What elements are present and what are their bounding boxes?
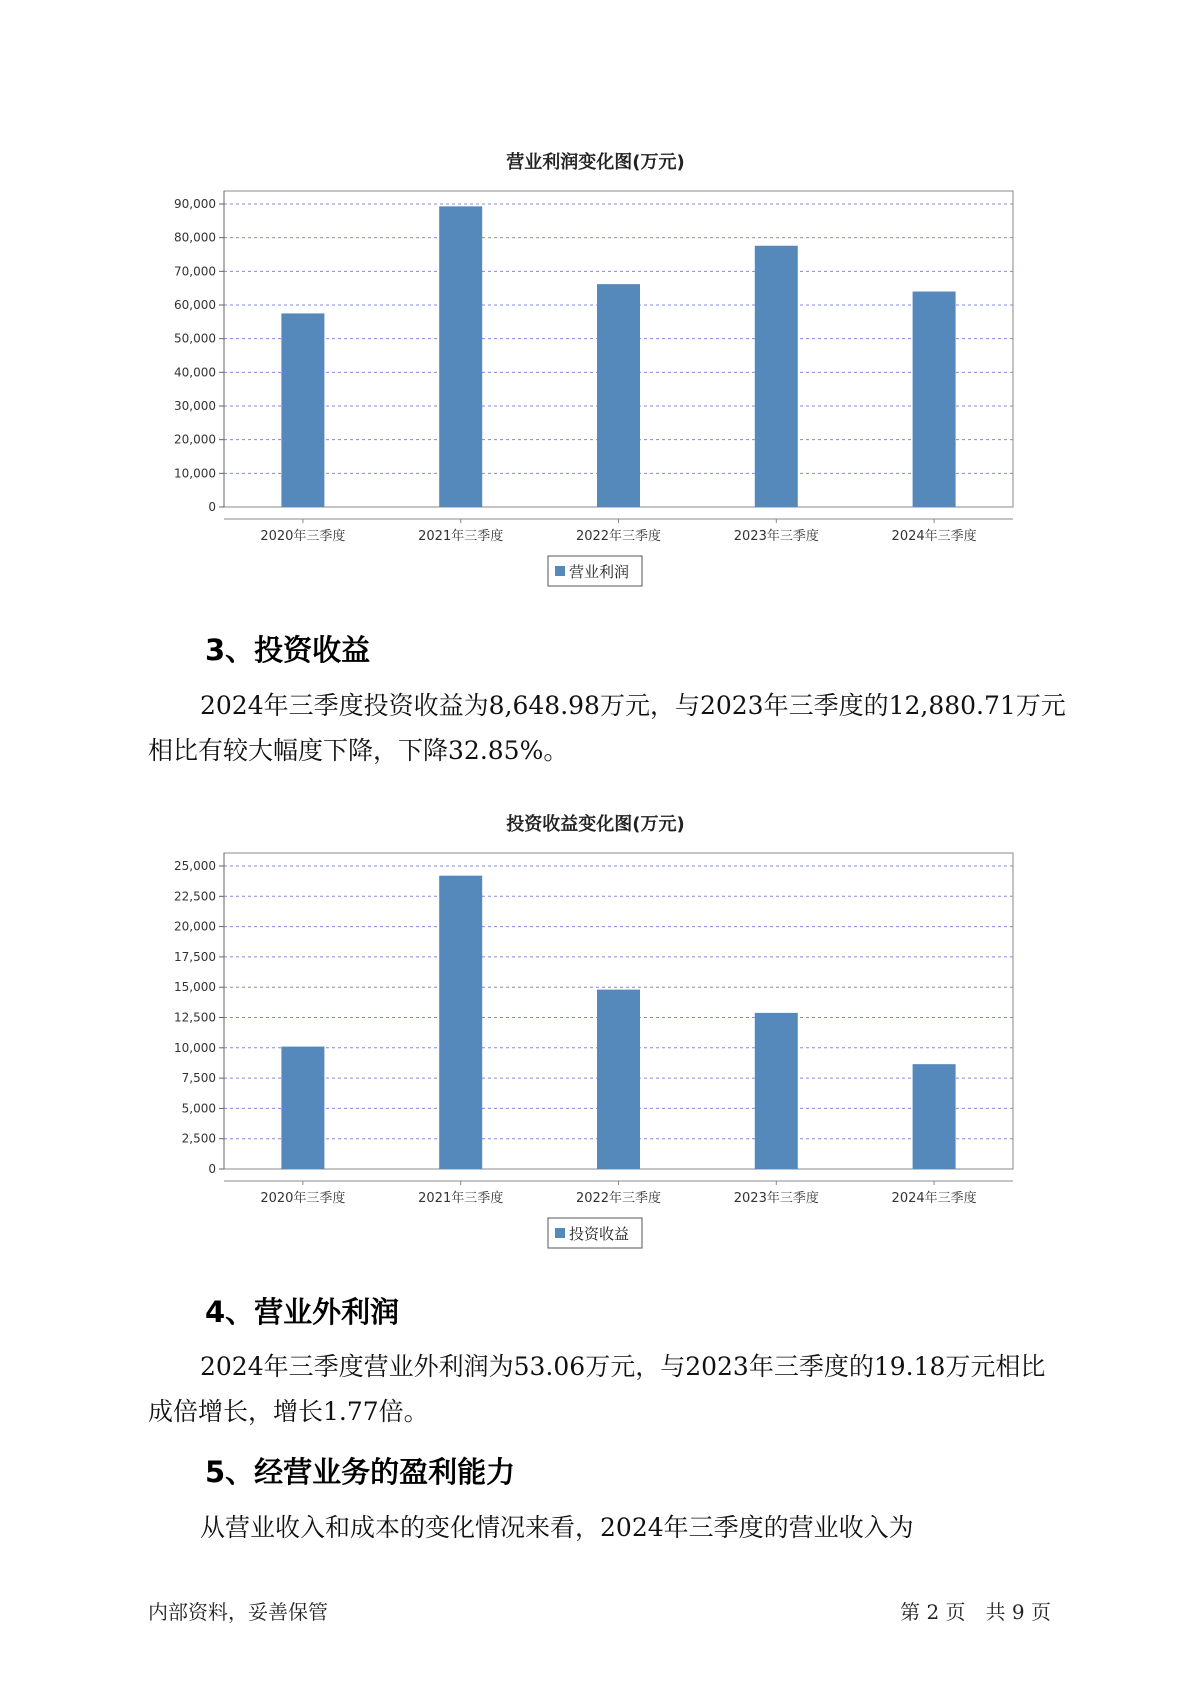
chart2-category-label: 2023年三季度	[733, 1191, 819, 1206]
chart1-ytick-label: 90,000	[174, 197, 216, 211]
chart2-category-label: 2024年三季度	[891, 1191, 977, 1206]
operating-profit-chart	[0, 180, 1191, 600]
chart1-ytick-label: 60,000	[174, 298, 216, 312]
chart2-ytick-label: 22,500	[174, 889, 216, 904]
chart1-ytick-label: 10,000	[174, 466, 216, 481]
chart1-category-label: 2024年三季度	[891, 529, 977, 544]
chart1-ytick-label: 80,000	[174, 230, 216, 245]
section-4-paragraph	[148, 1344, 1068, 1434]
section-5-paragraph	[148, 1505, 1068, 1550]
chart2-ytick-label: 7,500	[181, 1071, 216, 1086]
chart1-title: 营业利润变化图(万元)	[506, 152, 685, 173]
section-5-heading: 5、经营业务的盈利能力	[205, 1455, 516, 1489]
chart1-category-label: 2022年三季度	[575, 529, 662, 544]
chart1-bar	[597, 284, 640, 507]
chart1-ytick-label: 20,000	[174, 432, 216, 447]
chart1-ytick-label: 30,000	[174, 399, 216, 413]
chart2-title: 投资收益变化图(万元)	[506, 814, 685, 835]
footer-page-number: 第 2 页 共 9 页	[900, 1600, 1051, 1624]
section-3-text: 2024年三季度投资收益为8,648.98万元，与2023年三季度的12,880.71万元相比有较大幅度下降，下降32.85%。	[148, 691, 1066, 765]
chart2-category-label: 2022年三季度	[575, 1191, 662, 1206]
chart2-ytick-label: 25,000	[174, 859, 216, 873]
chart1-category-label: 2020年三季度	[260, 529, 346, 544]
chart1-bar	[281, 313, 324, 507]
chart1-category-label: 2021年三季度	[418, 529, 504, 544]
chart2-ytick-label: 15,000	[174, 980, 216, 995]
chart1-legend-label: 营业利润	[569, 563, 630, 581]
chart2-bar	[913, 1064, 956, 1169]
chart1-bar	[755, 246, 798, 507]
chart2-legend	[548, 1218, 642, 1248]
chart2-ytick-label: 17,500	[174, 949, 216, 964]
chart1-category-label: 2023年三季度	[733, 529, 819, 544]
chart2-category-label: 2020年三季度	[260, 1191, 346, 1206]
chart1-bar	[439, 206, 482, 507]
section-4-text: 2024年三季度营业外利润为53.06万元，与2023年三季度的19.18万元相比成倍增长，增长1.77倍。	[148, 1352, 1046, 1426]
section-4-heading: 4、营业外利润	[205, 1295, 400, 1329]
chart2-legend-swatch	[555, 1228, 565, 1238]
chart2-bar	[281, 1047, 324, 1169]
footer-left: 内部资料，妥善保管	[148, 1600, 328, 1624]
chart2-bar	[597, 990, 640, 1169]
chart1-ytick-label: 0	[208, 500, 216, 514]
section-3-paragraph	[148, 683, 1068, 773]
investment-income-chart	[0, 842, 1191, 1262]
section-3-heading: 3、投资收益	[205, 633, 371, 667]
chart2-ytick-label: 5,000	[181, 1101, 216, 1116]
section-5-text: 从营业收入和成本的变化情况来看，2024年三季度的营业收入为	[200, 1513, 914, 1542]
chart1-ytick-label: 40,000	[174, 365, 216, 380]
chart2-bar	[755, 1013, 798, 1169]
chart2-ytick-label: 2,500	[181, 1131, 216, 1146]
chart1-ytick-label: 70,000	[174, 264, 216, 279]
chart2-ytick-label: 12,500	[174, 1010, 216, 1025]
chart2-legend-label: 投资收益	[569, 1225, 630, 1243]
chart2-ytick-label: 0	[208, 1162, 216, 1176]
chart2-category-label: 2021年三季度	[418, 1191, 504, 1206]
chart1-legend	[548, 556, 642, 586]
chart2-ytick-label: 20,000	[174, 919, 216, 934]
chart2-ytick-label: 10,000	[174, 1040, 216, 1055]
chart1-ytick-label: 50,000	[174, 331, 216, 346]
chart1-bar	[913, 292, 956, 507]
chart2-bar	[439, 876, 482, 1169]
chart1-legend-swatch	[555, 566, 565, 576]
